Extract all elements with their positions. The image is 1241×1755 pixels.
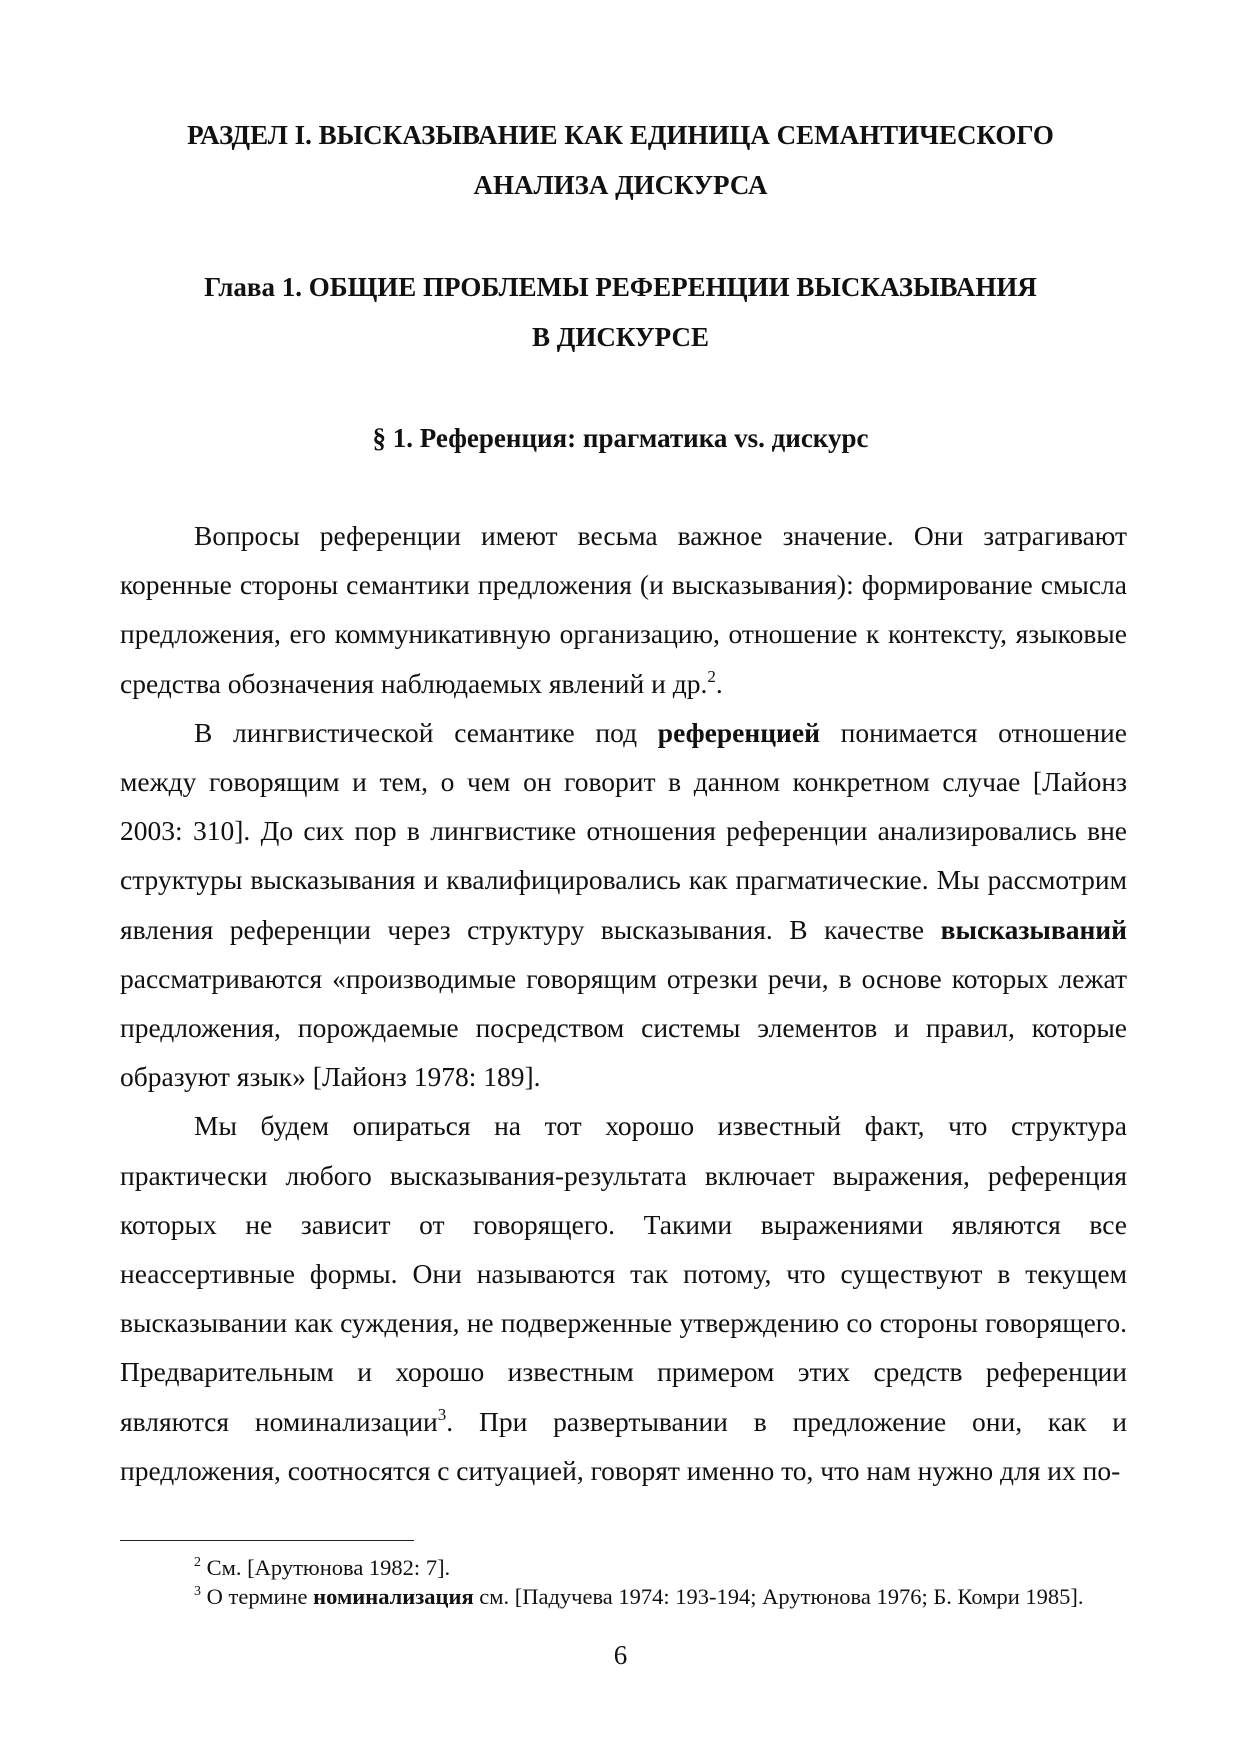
footnote-3-c: см. [Падучева 1974: 193-194; Арутюнова 1976; Б. Комри 1985].: [473, 1584, 1084, 1609]
paragraph-title: § 1. Референция: прагматика vs. дискурс: [372, 423, 869, 453]
p2-c: понимается отношение между говорящим и тем, о чем он говорит в данном конкретном случае [Лайонз 2003: 310]. До сих пор в лингвистике отношения референции анализировались вне структуры высказывания и квалифицировались как прагматические. Мы рассмотрим явления референции через структуру высказывания. В качестве: [120, 716, 1127, 945]
footnote-3-a: О термине: [201, 1584, 314, 1609]
chapter-title-line2: В ДИСКУРСЕ: [531, 322, 710, 352]
footnotes: [120, 1553, 1127, 1611]
body-text: [120, 511, 1127, 1495]
footnote-ref-2[interactable]: 2: [707, 666, 716, 686]
term-reference: референцией: [657, 716, 820, 748]
footnote-divider: [120, 1540, 414, 1541]
section-title-line1: РАЗДЕЛ I. ВЫСКАЗЫВАНИЕ КАК ЕДИНИЦА СЕМАНТИЧЕСКОГО: [187, 120, 1054, 150]
footnote-mark-2: 2: [194, 1555, 201, 1570]
footnote-mark-3: 3: [194, 1584, 201, 1599]
p3-b: . При развертывании в предложение они, как и предложения, соотносятся с ситуацией, говорят именно то, что нам нужно для их по-: [120, 1405, 1127, 1486]
footnote-2: [120, 1553, 1127, 1582]
section-title-line2: АНАЛИЗА ДИСКУРСА: [473, 170, 768, 200]
p1-end: .: [715, 667, 723, 699]
body-paragraph-2: [120, 708, 1127, 1102]
p2-a: В лингвистической семантике под: [194, 716, 658, 748]
term-nominalization: номинализация: [313, 1584, 474, 1609]
section-title: [0, 110, 1241, 210]
p3-a: Мы будем опираться на тот хорошо известный факт, что структура практически любого высказывания-результата включает выражения, референция которых не зависит от говорящего. Такими выражениями являются все неассертивные формы. Они называются так потому, что существуют в текущем высказывании как суждения, не подверженные утверждению со стороны говорящего. Предварительным и хорошо известным примером этих средств референции являются номинализации: [120, 1110, 1127, 1437]
body-paragraph-3: [120, 1101, 1127, 1495]
footnote-3: [120, 1582, 1127, 1611]
chapter-title: [0, 262, 1241, 362]
term-utterances: высказываний: [940, 913, 1127, 945]
chapter-title-line1: Глава 1. ОБЩИЕ ПРОБЛЕМЫ РЕФЕРЕНЦИИ ВЫСКАЗЫВАНИЯ: [204, 272, 1037, 302]
page-number: 6: [613, 1640, 628, 1670]
p1-text: Вопросы референции имеют весьма важное значение. Они затрагивают коренные стороны семантики предложения (и высказывания): формирование смысла предложения, его коммуникативную организацию, отношение к контексту, языковые средства обозначения наблюдаемых явлений и др.: [120, 520, 1127, 699]
body-paragraph-1: [120, 511, 1127, 708]
p2-e: рассматриваются «производимые говорящим отрезки речи, в основе которых лежат предложения, порождаемые посредством системы элементов и правил, которые образуют язык» [Лайонз 1978: 189].: [120, 962, 1127, 1093]
footnote-2-text: См. [Арутюнова 1982: 7].: [201, 1555, 451, 1580]
footnote-ref-3[interactable]: 3: [437, 1404, 447, 1424]
